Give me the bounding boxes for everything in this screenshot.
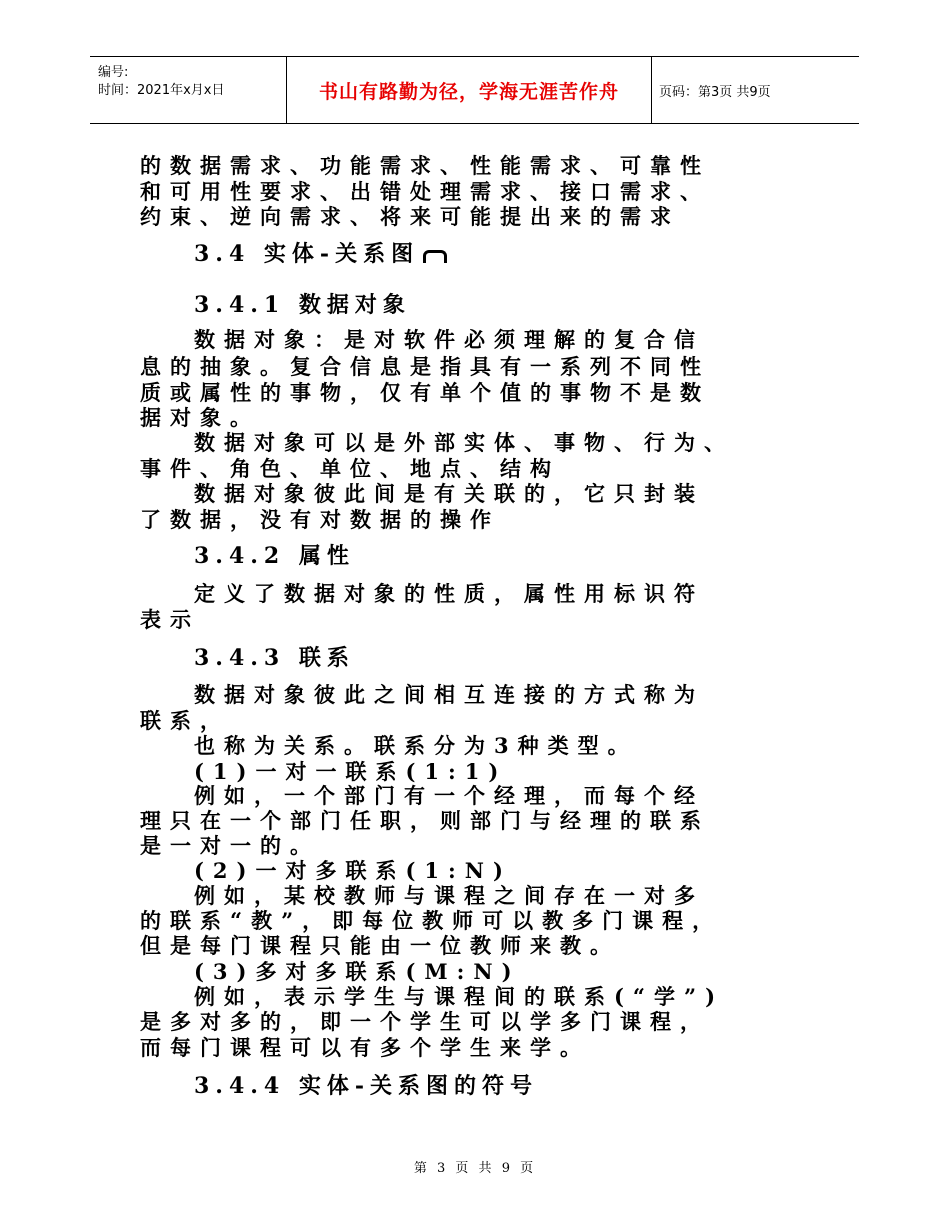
body-line: 事件、角色、单位、地点、结构 [140,456,560,481]
section-heading-3-4 [194,242,447,266]
body-line: 定义了数据对象的性质，属性用标识符 [194,581,704,606]
motto-text: 书山有路勤为径，学海无涯苦作舟 [318,80,619,103]
doc-number-label: 编号: [98,65,129,80]
body-line: 是多对多的，即一个学生可以学多门课程， [140,1009,710,1034]
body-line: 也称为关系。联系分为3种类型。 [194,733,638,758]
body-line: 据对象。 [140,405,260,430]
body-line: 表示 [140,607,200,632]
scribble-mark-icon [423,250,447,263]
body-line: 例如，某校教师与课程之间存在一对多 [194,883,704,908]
body-line: 数据对象：是对软件必须理解的复合信 [194,327,704,352]
page-footer: 第 3 页 共 9 页 [413,1161,537,1176]
section-heading-3-4-1: 3.4.1 数据对象 [194,292,411,318]
body-line: 数据对象彼此间是有关联的，它只封装 [194,481,704,506]
page-header [90,56,859,124]
body-line: 数据对象彼此之间相互连接的方式称为 [194,682,704,707]
body-line: 而每门课程可以有多个学生来学。 [140,1035,590,1060]
header-left-cell [90,57,286,123]
body-line: (3)多对多联系(M:N) [194,959,521,984]
body-line: 了数据，没有对数据的操作 [140,507,500,532]
body-line: (1)一对一联系(1:1) [194,759,508,784]
header-page-cell [650,57,859,123]
body-line: 理只在一个部门任职，则部门与经理的联系 [140,808,710,833]
body-line: 约束、逆向需求、将来可能提出来的需求 [140,204,680,229]
header-motto-cell [286,57,652,123]
section-heading-3-4-4: 3.4.4 实体-关系图的符号 [194,1073,539,1099]
doc-time-label: 时间：2021年x月x日 [98,83,225,98]
body-line: 的数据需求、功能需求、性能需求、可靠性 [140,153,710,178]
page-info-text: 页码：第3页 共9页 [659,84,771,100]
body-line: 是一对一的。 [140,833,320,858]
section-heading-3-4-3: 3.4.3 联系 [194,645,355,671]
body-line: 息的抽象。复合信息是指具有一系列不同性 [140,354,710,379]
body-line: 质或属性的事物，仅有单个值的事物不是数 [140,380,710,405]
body-line: 的联系“教”，即每位教师可以教多门课程， [140,908,723,933]
section-heading-3-4-2: 3.4.2 属性 [194,543,355,569]
body-line: 和可用性要求、出错处理需求、接口需求、 [140,179,710,204]
body-line: 例如，表示学生与课程间的联系(“学”) [194,984,725,1009]
body-line: 例如，一个部门有一个经理，而每个经 [194,783,704,808]
heading-text: 3.4 实体-关系图 [194,241,420,267]
body-line: 数据对象可以是外部实体、事物、行为、 [194,430,734,455]
body-line: 但是每门课程只能由一位教师来教。 [140,933,620,958]
body-line: 联系， [140,708,230,733]
body-line: (2)一对多联系(1:N) [194,858,512,883]
